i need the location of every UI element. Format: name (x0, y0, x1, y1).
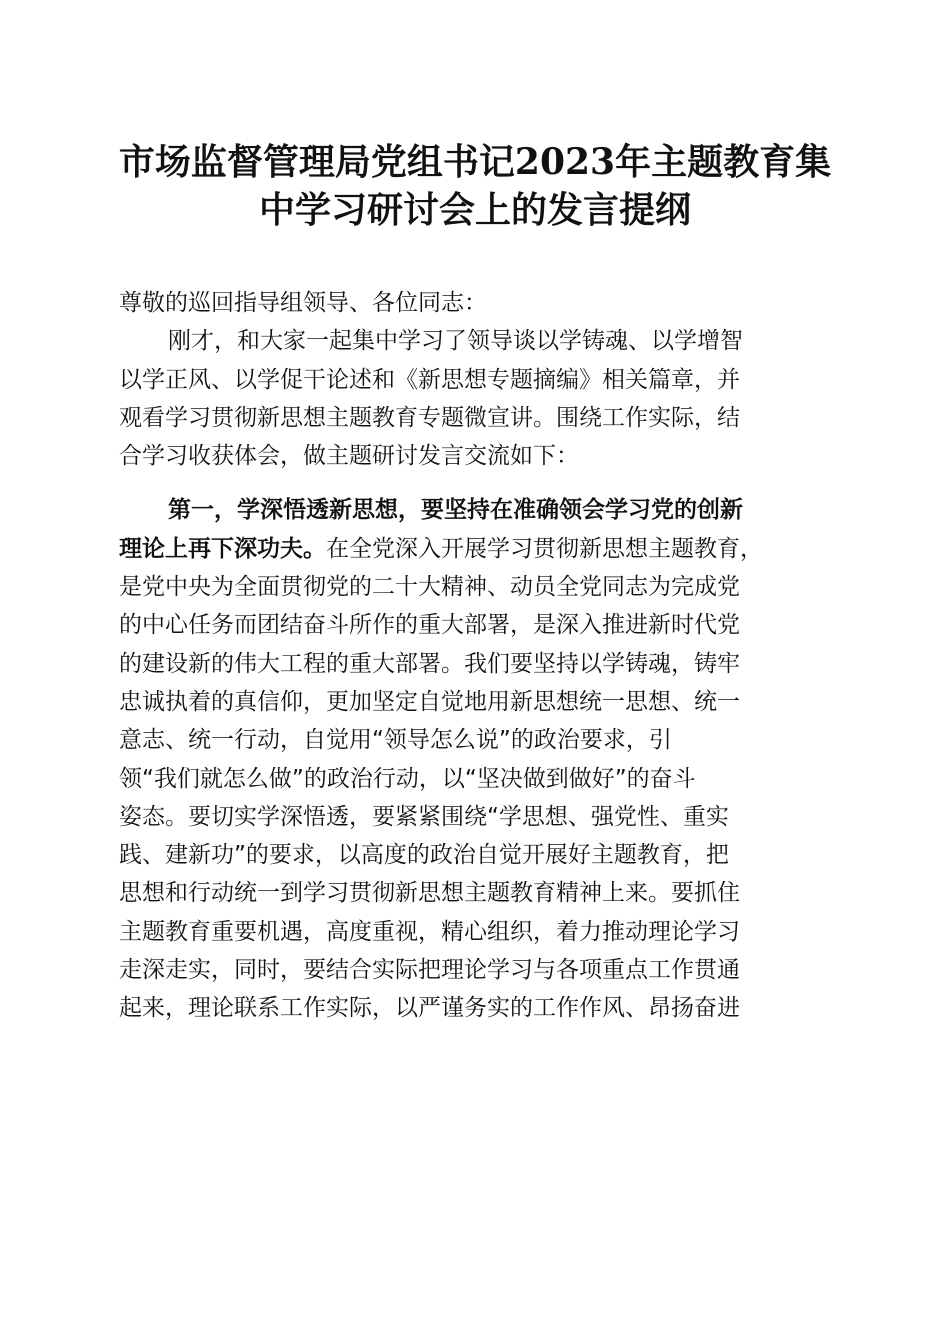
paragraph-2-text-start: 在全党深入开展学习贯彻新思想主题教育， (326, 535, 763, 562)
document-title (100, 138, 850, 234)
title-line-2: 中学习研讨会上的发言提纲 (258, 189, 691, 231)
paragraph-2-line: 起来，理论联系工作实际，以严谨务实的工作作风、昂扬奋进 (119, 995, 740, 1022)
paragraph-2-line: 姿态。要切实学深悟透，要紧紧围绕“学思想、强党性、重实 (119, 803, 729, 830)
paragraph-2-line (119, 530, 831, 568)
paragraph-2-line: 意志、统一行动，自觉用“领导怎么说”的政治要求，引 (119, 727, 672, 754)
paragraph-2-line: 的中心任务而团结奋斗所作的重大部署，是深入推进新时代党 (119, 612, 740, 639)
document-body (119, 284, 831, 1028)
salutation: 尊敬的巡回指导组领导、各位同志： (119, 290, 487, 316)
paragraph-2-line: 践、建新功”的要求，以高度的政治自觉开展好主题教育，把 (119, 842, 729, 869)
paragraph-1-line: 观看学习贯彻新思想主题教育专题微宣讲。围绕工作实际，结 (119, 404, 740, 431)
paragraph-2-line: 主题教育重要机遇，高度重视，精心组织，着力推动理论学习 (119, 918, 740, 945)
paragraph-1-line: 合学习收获体会，做主题研讨发言交流如下： (119, 443, 579, 470)
paragraph-2-line: 走深走实，同时，要结合实际把理论学习与各项重点工作贯通 (119, 957, 740, 984)
paragraph-2-heading-line: 第一，学深悟透新思想，要坚持在准确领会学习党的创新 (168, 497, 743, 524)
title-line-1: 市场监督管理局党组书记2023年主题教育集 (118, 141, 832, 183)
paragraph-2-line: 是党中央为全面贯彻党的二十大精神、动员全党同志为完成党 (119, 574, 740, 601)
paragraph-1-line: 刚才，和大家一起集中学习了领导谈以学铸魂、以学增智 (168, 328, 743, 355)
paragraph-1-line: 以学正风、以学促干论述和《新思想专题摘编》相关篇章，并 (119, 366, 740, 393)
paragraph-2-heading-end: 理论上再下深功夫。 (119, 535, 326, 562)
paragraph-2-line: 忠诚执着的真信仰，更加坚定自觉地用新思想统一思想、统一 (119, 688, 740, 715)
paragraph-2-line: 领“我们就怎么做”的政治行动，以“坚决做到做好”的奋斗 (119, 765, 696, 792)
paragraph-2-line: 的建设新的伟大工程的重大部署。我们要坚持以学铸魂，铸牢 (119, 650, 740, 677)
paragraph-2-line: 思想和行动统一到学习贯彻新思想主题教育精神上来。要抓住 (119, 880, 740, 907)
